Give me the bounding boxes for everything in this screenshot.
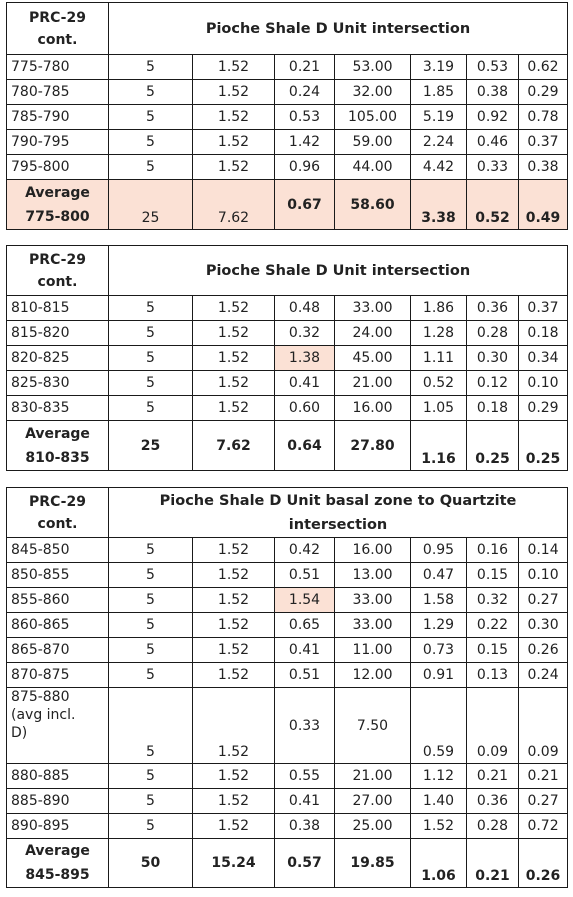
value-cell: 0.33: [275, 688, 335, 764]
average-interval: 845-895: [25, 867, 90, 883]
table-row: [7, 563, 568, 588]
value-cell: 1.52: [193, 538, 275, 563]
value-cell: 5: [109, 155, 193, 180]
avg-cell: 3.38: [411, 180, 467, 230]
interval-cell: 855-860: [7, 588, 109, 613]
value-cell: 4.42: [411, 155, 467, 180]
table-row: [7, 105, 568, 130]
interval-cell: 815-820: [7, 321, 109, 346]
interval-cell: 795-800: [7, 155, 109, 180]
value-cell: 33.00: [335, 296, 411, 321]
table-row: [7, 764, 568, 789]
value-cell: 0.37: [519, 130, 568, 155]
interval-cell: 780-785: [7, 80, 109, 105]
value-cell: 0.29: [519, 80, 568, 105]
table-row: [7, 789, 568, 814]
table-title-line-2: intersection: [288, 516, 388, 533]
hole-id-label: PRC-29: [29, 251, 86, 268]
avg-cell: 0.25: [467, 421, 519, 471]
assay-table-2: [6, 245, 568, 471]
value-cell: 0.21: [275, 55, 335, 80]
avg-cell: 1.16: [411, 421, 467, 471]
avg-cell: 1.06: [411, 839, 467, 888]
table-header-row: [7, 488, 568, 538]
value-cell: 1.38: [275, 346, 335, 371]
average-label-cell: [7, 421, 109, 471]
average-label: Average: [25, 843, 90, 859]
value-cell: 0.15: [467, 638, 519, 663]
value-cell: 5: [109, 371, 193, 396]
value-cell: 1.52: [193, 130, 275, 155]
value-cell: 5: [109, 321, 193, 346]
value-cell: 5: [109, 613, 193, 638]
avg-cell: 0.26: [519, 839, 568, 888]
value-cell: 16.00: [335, 538, 411, 563]
value-cell: 5: [109, 814, 193, 839]
value-cell: 12.00: [335, 663, 411, 688]
value-cell: 5: [109, 563, 193, 588]
value-cell: 0.37: [519, 296, 568, 321]
value-cell: 0.36: [467, 296, 519, 321]
value-cell: 5: [109, 55, 193, 80]
value-cell: 1.11: [411, 346, 467, 371]
avg-cell: 0.64: [275, 421, 335, 471]
value-cell: 0.21: [519, 764, 568, 789]
table-row: [7, 130, 568, 155]
value-cell: 1.52: [411, 814, 467, 839]
value-cell: 59.00: [335, 130, 411, 155]
value-cell: 0.28: [467, 321, 519, 346]
value-cell: 25.00: [335, 814, 411, 839]
value-cell: 1.52: [193, 563, 275, 588]
value-cell: 7.50: [335, 688, 411, 764]
avg-cell: 0.57: [275, 839, 335, 888]
value-cell: 1.52: [193, 296, 275, 321]
interval-cell: 845-850: [7, 538, 109, 563]
value-cell: 0.26: [519, 638, 568, 663]
value-cell: 1.85: [411, 80, 467, 105]
hole-cont-label: cont.: [37, 515, 78, 532]
interval-cell: 890-895: [7, 814, 109, 839]
value-cell: 1.52: [193, 321, 275, 346]
value-cell: 0.12: [467, 371, 519, 396]
value-cell: 105.00: [335, 105, 411, 130]
value-cell: 5: [109, 688, 193, 764]
interval-cell: 825-830: [7, 371, 109, 396]
value-cell: 3.19: [411, 55, 467, 80]
value-cell: 1.52: [193, 155, 275, 180]
table-header-row: [7, 246, 568, 296]
assay-table-3: [6, 487, 568, 888]
value-cell: 1.58: [411, 588, 467, 613]
value-cell: 0.65: [275, 613, 335, 638]
value-cell: 0.34: [519, 346, 568, 371]
interval-cell: 860-865: [7, 613, 109, 638]
value-cell: 0.48: [275, 296, 335, 321]
table-title: Pioche Shale D Unit intersection: [109, 246, 568, 296]
avg-cell: 15.24: [193, 839, 275, 888]
value-cell: 0.47: [411, 563, 467, 588]
average-row: [7, 421, 568, 471]
table-row: [7, 588, 568, 613]
hole-label-cell: [7, 3, 109, 55]
interval-line: D): [11, 725, 28, 741]
table-row: [7, 396, 568, 421]
table-header-row: [7, 3, 568, 55]
hole-id-label: PRC-29: [29, 493, 86, 510]
value-cell: 0.30: [467, 346, 519, 371]
value-cell: 0.51: [275, 563, 335, 588]
value-cell: 1.52: [193, 105, 275, 130]
value-cell: 0.28: [467, 814, 519, 839]
value-cell: 1.54: [275, 588, 335, 613]
value-cell: 1.52: [193, 55, 275, 80]
value-cell: 0.27: [519, 588, 568, 613]
value-cell: 0.21: [467, 764, 519, 789]
avg-cell: 0.52: [467, 180, 519, 230]
interval-cell: [7, 688, 109, 764]
value-cell: 1.52: [193, 814, 275, 839]
value-cell: 16.00: [335, 396, 411, 421]
hole-cont-label: cont.: [37, 31, 78, 48]
value-cell: 1.86: [411, 296, 467, 321]
interval-line: 875-880: [11, 689, 70, 705]
value-cell: 0.62: [519, 55, 568, 80]
value-cell: 1.52: [193, 80, 275, 105]
table-row: [7, 346, 568, 371]
avg-cell: 0.67: [275, 180, 335, 230]
value-cell: 0.18: [519, 321, 568, 346]
value-cell: 0.13: [467, 663, 519, 688]
value-cell: 0.32: [275, 321, 335, 346]
value-cell: 0.59: [411, 688, 467, 764]
value-cell: 53.00: [335, 55, 411, 80]
value-cell: 0.46: [467, 130, 519, 155]
avg-cell: 7.62: [193, 180, 275, 230]
value-cell: 0.92: [467, 105, 519, 130]
hole-label-cell: [7, 246, 109, 296]
table-title: [109, 488, 568, 538]
value-cell: 0.53: [275, 105, 335, 130]
interval-cell: 775-780: [7, 55, 109, 80]
table-row: [7, 155, 568, 180]
value-cell: 0.55: [275, 764, 335, 789]
value-cell: 5.19: [411, 105, 467, 130]
avg-cell: 0.49: [519, 180, 568, 230]
avg-cell: 0.21: [467, 839, 519, 888]
value-cell: 5: [109, 764, 193, 789]
value-cell: 1.52: [193, 613, 275, 638]
interval-cell: 830-835: [7, 396, 109, 421]
value-cell: 0.95: [411, 538, 467, 563]
value-cell: 32.00: [335, 80, 411, 105]
value-cell: 1.52: [193, 789, 275, 814]
value-cell: 44.00: [335, 155, 411, 180]
value-cell: 5: [109, 105, 193, 130]
value-cell: 0.30: [519, 613, 568, 638]
table-row: [7, 296, 568, 321]
value-cell: 1.42: [275, 130, 335, 155]
table-title: Pioche Shale D Unit intersection: [109, 3, 568, 55]
value-cell: 0.96: [275, 155, 335, 180]
value-cell: 33.00: [335, 588, 411, 613]
value-cell: 0.60: [275, 396, 335, 421]
value-cell: 5: [109, 346, 193, 371]
value-cell: 1.52: [193, 371, 275, 396]
value-cell: 1.52: [193, 588, 275, 613]
table-row: [7, 814, 568, 839]
value-cell: 1.52: [193, 396, 275, 421]
interval-cell: 880-885: [7, 764, 109, 789]
value-cell: 0.73: [411, 638, 467, 663]
value-cell: 1.52: [193, 764, 275, 789]
value-cell: 33.00: [335, 613, 411, 638]
average-row: [7, 839, 568, 888]
interval-cell: 850-855: [7, 563, 109, 588]
value-cell: 0.51: [275, 663, 335, 688]
value-cell: 1.52: [193, 346, 275, 371]
interval-cell: 885-890: [7, 789, 109, 814]
hole-id-label: PRC-29: [29, 9, 86, 26]
value-cell: 5: [109, 396, 193, 421]
avg-cell: 58.60: [335, 180, 411, 230]
value-cell: 21.00: [335, 764, 411, 789]
value-cell: 0.41: [275, 638, 335, 663]
value-cell: 0.32: [467, 588, 519, 613]
value-cell: 1.12: [411, 764, 467, 789]
avg-cell: 50: [109, 839, 193, 888]
interval-line: (avg incl.: [11, 707, 76, 723]
hole-cont-label: cont.: [37, 273, 78, 290]
assay-table-1: [6, 2, 568, 230]
interval-cell: 865-870: [7, 638, 109, 663]
value-cell: 24.00: [335, 321, 411, 346]
value-cell: 0.22: [467, 613, 519, 638]
value-cell: 11.00: [335, 638, 411, 663]
table-title-line-1: Pioche Shale D Unit basal zone to Quartzite: [159, 492, 517, 509]
table-row: [7, 80, 568, 105]
value-cell: 5: [109, 130, 193, 155]
value-cell: 0.09: [519, 688, 568, 764]
value-cell: 5: [109, 588, 193, 613]
table-row: [7, 55, 568, 80]
value-cell: 5: [109, 789, 193, 814]
value-cell: 0.38: [275, 814, 335, 839]
value-cell: 0.38: [519, 155, 568, 180]
table-row: [7, 321, 568, 346]
avg-cell: 7.62: [193, 421, 275, 471]
average-label: Average: [25, 184, 90, 201]
value-cell: 0.18: [467, 396, 519, 421]
value-cell: 0.10: [519, 371, 568, 396]
value-cell: 5: [109, 663, 193, 688]
interval-cell: 785-790: [7, 105, 109, 130]
value-cell: 45.00: [335, 346, 411, 371]
average-row: [7, 180, 568, 230]
avg-cell: 25: [109, 180, 193, 230]
value-cell: 5: [109, 296, 193, 321]
value-cell: 5: [109, 538, 193, 563]
table-row: [7, 538, 568, 563]
avg-cell: 25: [109, 421, 193, 471]
value-cell: 0.42: [275, 538, 335, 563]
value-cell: 0.91: [411, 663, 467, 688]
value-cell: 1.52: [193, 688, 275, 764]
table-row: [7, 663, 568, 688]
value-cell: 0.38: [467, 80, 519, 105]
value-cell: 21.00: [335, 371, 411, 396]
average-label-cell: [7, 180, 109, 230]
table-row: [7, 613, 568, 638]
value-cell: 0.14: [519, 538, 568, 563]
value-cell: 0.33: [467, 155, 519, 180]
average-interval: 775-800: [25, 208, 90, 225]
table-row: [7, 371, 568, 396]
value-cell: 0.09: [467, 688, 519, 764]
value-cell: 0.78: [519, 105, 568, 130]
value-cell: 0.41: [275, 371, 335, 396]
value-cell: 1.29: [411, 613, 467, 638]
value-cell: 5: [109, 638, 193, 663]
value-cell: 0.24: [519, 663, 568, 688]
hole-label-cell: [7, 488, 109, 538]
value-cell: 27.00: [335, 789, 411, 814]
value-cell: 0.15: [467, 563, 519, 588]
value-cell: 0.52: [411, 371, 467, 396]
avg-cell: 19.85: [335, 839, 411, 888]
avg-cell: 0.25: [519, 421, 568, 471]
average-interval: 810-835: [25, 449, 90, 466]
value-cell: 0.29: [519, 396, 568, 421]
value-cell: 1.28: [411, 321, 467, 346]
avg-cell: 27.80: [335, 421, 411, 471]
average-label: Average: [25, 425, 90, 442]
value-cell: 1.40: [411, 789, 467, 814]
value-cell: 0.36: [467, 789, 519, 814]
value-cell: 1.05: [411, 396, 467, 421]
value-cell: 0.24: [275, 80, 335, 105]
table-row: [7, 638, 568, 663]
value-cell: 0.41: [275, 789, 335, 814]
value-cell: 2.24: [411, 130, 467, 155]
interval-cell: 820-825: [7, 346, 109, 371]
average-label-cell: [7, 839, 109, 888]
value-cell: 1.52: [193, 663, 275, 688]
interval-cell: 790-795: [7, 130, 109, 155]
interval-cell: 810-815: [7, 296, 109, 321]
value-cell: 5: [109, 80, 193, 105]
value-cell: 0.72: [519, 814, 568, 839]
value-cell: 13.00: [335, 563, 411, 588]
value-cell: 0.27: [519, 789, 568, 814]
value-cell: 0.53: [467, 55, 519, 80]
value-cell: 0.16: [467, 538, 519, 563]
value-cell: 1.52: [193, 638, 275, 663]
table-row: [7, 688, 568, 764]
value-cell: 0.10: [519, 563, 568, 588]
interval-cell: 870-875: [7, 663, 109, 688]
